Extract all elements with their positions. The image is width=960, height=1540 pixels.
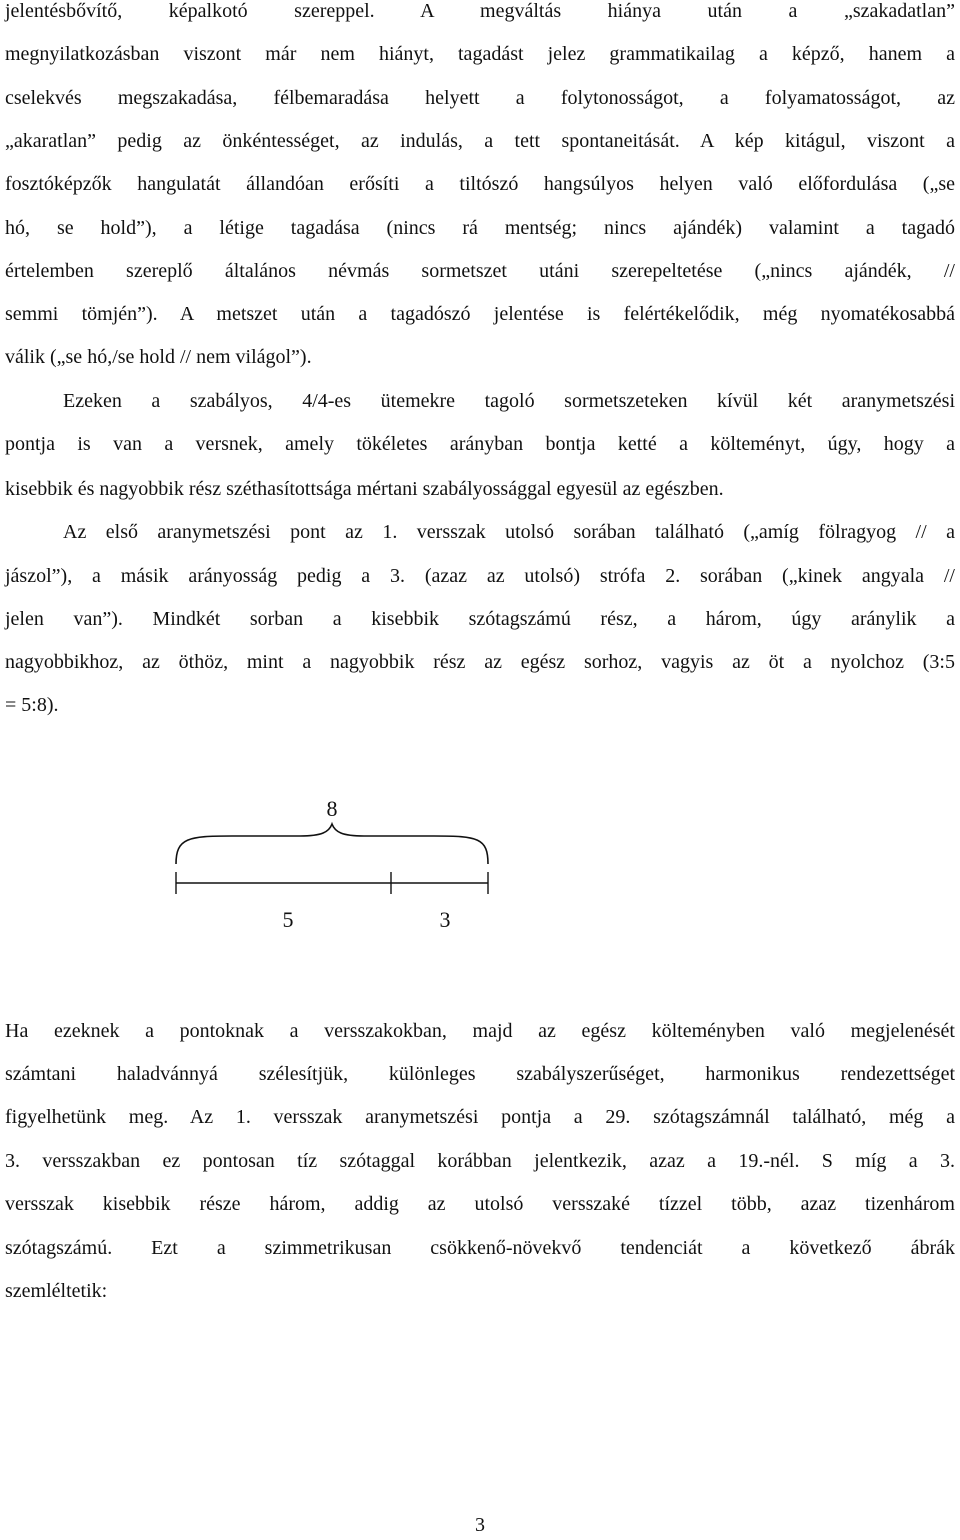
text-line: hó, se hold”), a létige tagadása (nincs rá mentség; nincs ajándék) valamint a tagadó — [5, 217, 955, 239]
total-label: 8 — [326, 796, 338, 821]
text-line: jelen van”). Mindkét sorban a kisebbik szótagszámú rész, a három, úgy aránylik a — [5, 608, 955, 630]
text-line: válik („se hó,/se hold // nem világol”). — [5, 346, 312, 368]
text-line: versszak kisebbik része három, addig az utolsó versszaké tízzel több, azaz tizenhárom — [5, 1193, 955, 1215]
golden-ratio-diagram — [0, 770, 960, 950]
text-line: szemléltetik: — [5, 1280, 108, 1302]
text-line: 3. versszakban ez pontosan tíz szótaggal korábban jelentkezik, azaz a 19.-nél. S míg a 3. — [5, 1150, 955, 1172]
page-number: 3 — [475, 1514, 485, 1536]
text-line: = 5:8). — [5, 694, 59, 716]
text-line: megnyilatkozásban viszont már nem hiányt, tagadást jelez grammatikailag a képző, hanem a — [5, 43, 955, 65]
larger-part-label: 5 — [282, 907, 294, 932]
text-line: „akaratlan” pedig az önkéntességet, az indulás, a tett spontaneitását. A kép kitágul, viszont a — [5, 130, 955, 152]
text-line: cselekvés megszakadása, félbemaradása helyett a folytonosságot, a folyamatosságot, az — [5, 87, 955, 109]
text-line: Az első aranymetszési pont az 1. versszak utolsó sorában található („amíg fölragyog // a — [63, 521, 955, 543]
text-line: jászol”), a másik arányosság pedig a 3. (azaz az utolsó) strófa 2. sorában („kinek angyala // — [5, 565, 955, 587]
text-line: szótagszámú. Ezt a szimmetrikusan csökkenő-növekvő tendenciát a következő ábrák — [5, 1237, 955, 1259]
text-line: jelentésbővítő, képalkotó szereppel. A megváltás hiánya után a „szakadatlan” — [5, 0, 955, 22]
brace-shape — [176, 824, 488, 864]
smaller-part-label: 3 — [439, 907, 451, 932]
text-line: fosztóképzők hangulatát állandóan erősíti a tiltószó hangsúlyos helyen való előfordulása („se — [5, 173, 955, 195]
text-line: számtani haladvánnyá szélesítjük, különleges szabályszerűséget, harmonikus rendezettséget — [5, 1063, 955, 1085]
text-line: értelemben szereplő általános névmás sormetszet utáni szerepeltetése („nincs ajándék, // — [5, 260, 955, 282]
text-line: semmi tömjén”). A metszet után a tagadószó jelentése is felértékelődik, még nyomatékosabbá — [5, 303, 955, 325]
text-line: pontja is van a versnek, amely tökéletes arányban bontja ketté a költeményt, úgy, hogy a — [5, 433, 955, 455]
text-line: figyelhetünk meg. Az 1. versszak aranymetszési pontja a 29. szótagszámnál található, még a — [5, 1106, 955, 1128]
text-line: Ha ezeknek a pontoknak a versszakokban, majd az egész költeményben való megjelenését — [5, 1020, 955, 1042]
text-line: nagyobbikhoz, az öthöz, mint a nagyobbik rész az egész sorhoz, vagyis az öt a nyolchoz (3:5 — [5, 651, 955, 673]
text-line: Ezeken a szabályos, 4/4-es ütemekre tagoló sormetszeteken kívül két aranymetszési — [63, 390, 955, 412]
text-line: kisebbik és nagyobbik rész széthasítottsága mértani szabályossággal egyesül az egészben. — [5, 478, 724, 500]
